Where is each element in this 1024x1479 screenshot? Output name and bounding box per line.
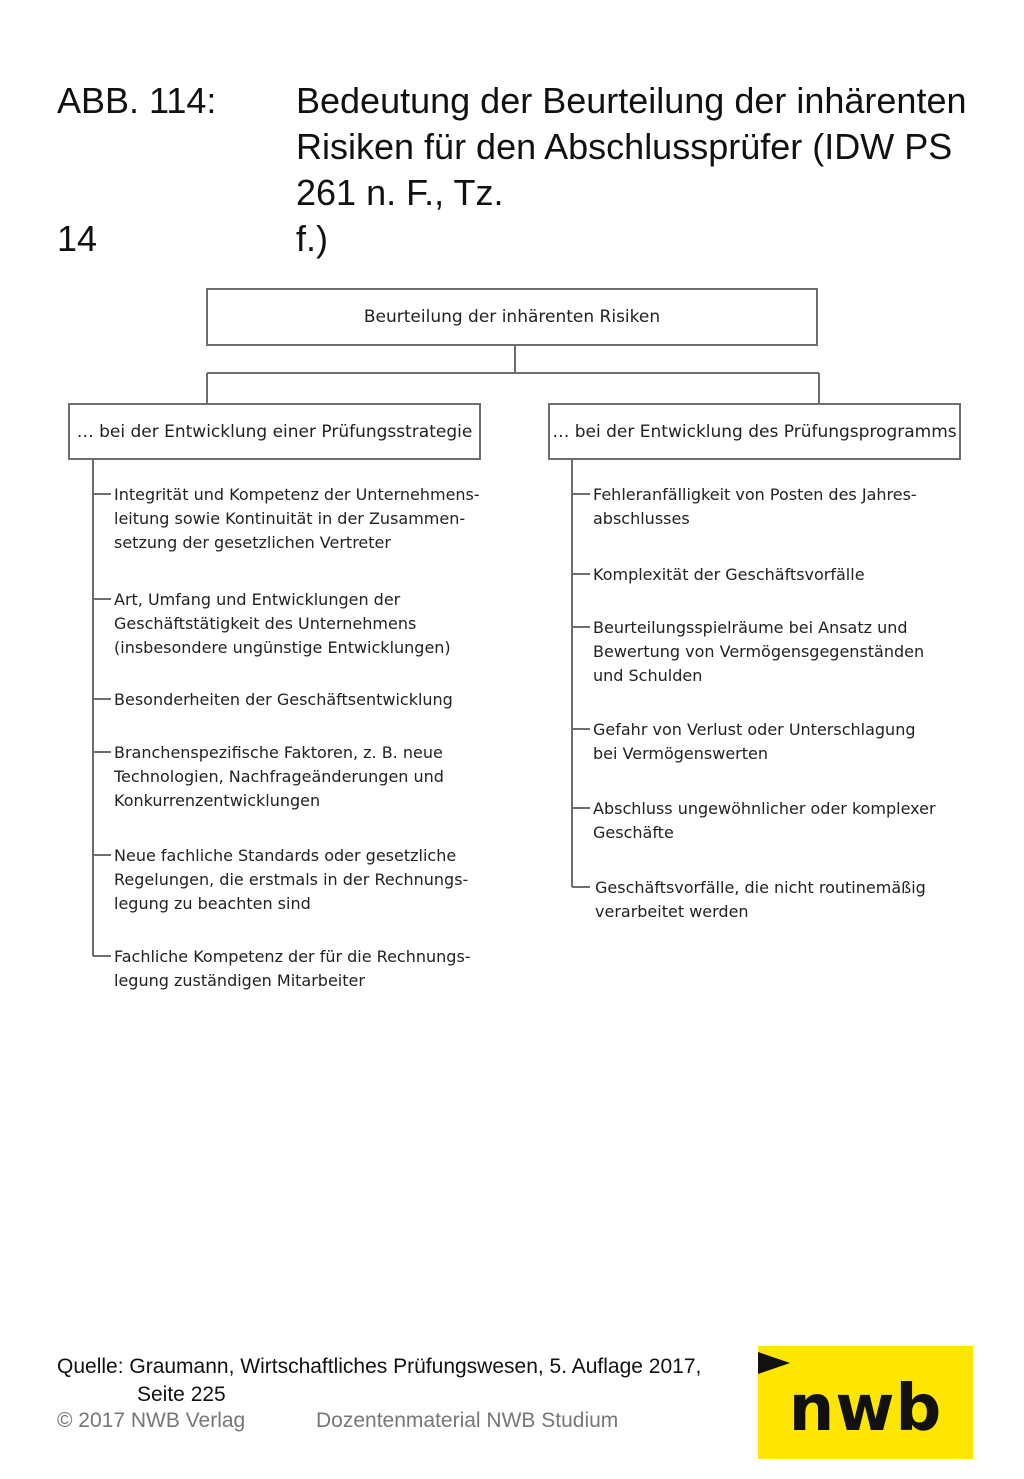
logo-text: nwb — [788, 1372, 943, 1446]
root-label: Beurteilung der inhärenten Risiken — [363, 307, 661, 327]
nwb-logo — [758, 1346, 973, 1459]
left-item: Besonderheiten der Geschäftsentwicklung — [114, 690, 453, 709]
left-item: Integrität und Kompetenz der Unternehmens- leitung sowie Kontinuität in der Zusammen- setzung der gesetzlichen Vertreter — [114, 485, 480, 552]
right-heading-label: … bei der Entwicklung des Prüfungsprogramms — [552, 421, 957, 442]
right-item: Abschluss ungewöhnlicher oder komplexer Geschäfte — [593, 799, 936, 842]
right-item: Komplexität der Geschäftsvorfälle — [593, 565, 865, 584]
right-item: Fehleranfälligkeit von Posten des Jahres- abschlusses — [593, 485, 917, 528]
source-citation: Quelle: Graumann, Wirtschaftliches Prüfungswesen, 5. Auflage 2017, — [57, 1355, 702, 1378]
left-item: Art, Umfang und Entwicklungen der Geschäftstätigkeit des Unternehmens (insbesondere ungünstige Entwicklungen) — [114, 590, 451, 657]
right-item: Geschäftsvorfälle, die nicht routinemäßig verarbeitet werden — [595, 878, 926, 921]
figure-number: ABB. 114: — [57, 80, 217, 121]
right-item: Gefahr von Verlust oder Unterschlagung bei Vermögenswerten — [593, 720, 916, 763]
figure-title-tail-text: f.) — [296, 218, 328, 259]
material-label: Dozentenmaterial NWB Studium — [316, 1409, 619, 1432]
source-page: Seite 225 — [137, 1383, 226, 1406]
left-heading-box — [68, 403, 481, 460]
right-heading-box — [548, 403, 961, 460]
figure-title-tail-number: 14 — [57, 218, 98, 259]
left-item: Neue fachliche Standards oder gesetzliche Regelungen, die erstmals in der Rechnungs- legung zu beachten sind — [114, 846, 469, 913]
left-item: Fachliche Kompetenz der für die Rechnungs- legung zuständigen Mitarbeiter — [114, 947, 471, 990]
left-heading-label: … bei der Entwicklung einer Prüfungsstrategie — [76, 421, 473, 442]
figure-title: Bedeutung der Beurteilung der inhärenten Risiken für den Abschlussprüfer (IDW PS 261 n. F., Tz. — [296, 80, 967, 213]
root-box — [206, 288, 818, 346]
right-item: Beurteilungsspielräume bei Ansatz und Bewertung von Vermögensgegenständen und Schulden — [593, 618, 925, 685]
left-item: Branchenspezifische Faktoren, z. B. neue Technologien, Nachfrageänderungen und Konkurrenzentwicklungen — [114, 743, 444, 810]
copyright: © 2017 NWB Verlag — [57, 1409, 246, 1432]
